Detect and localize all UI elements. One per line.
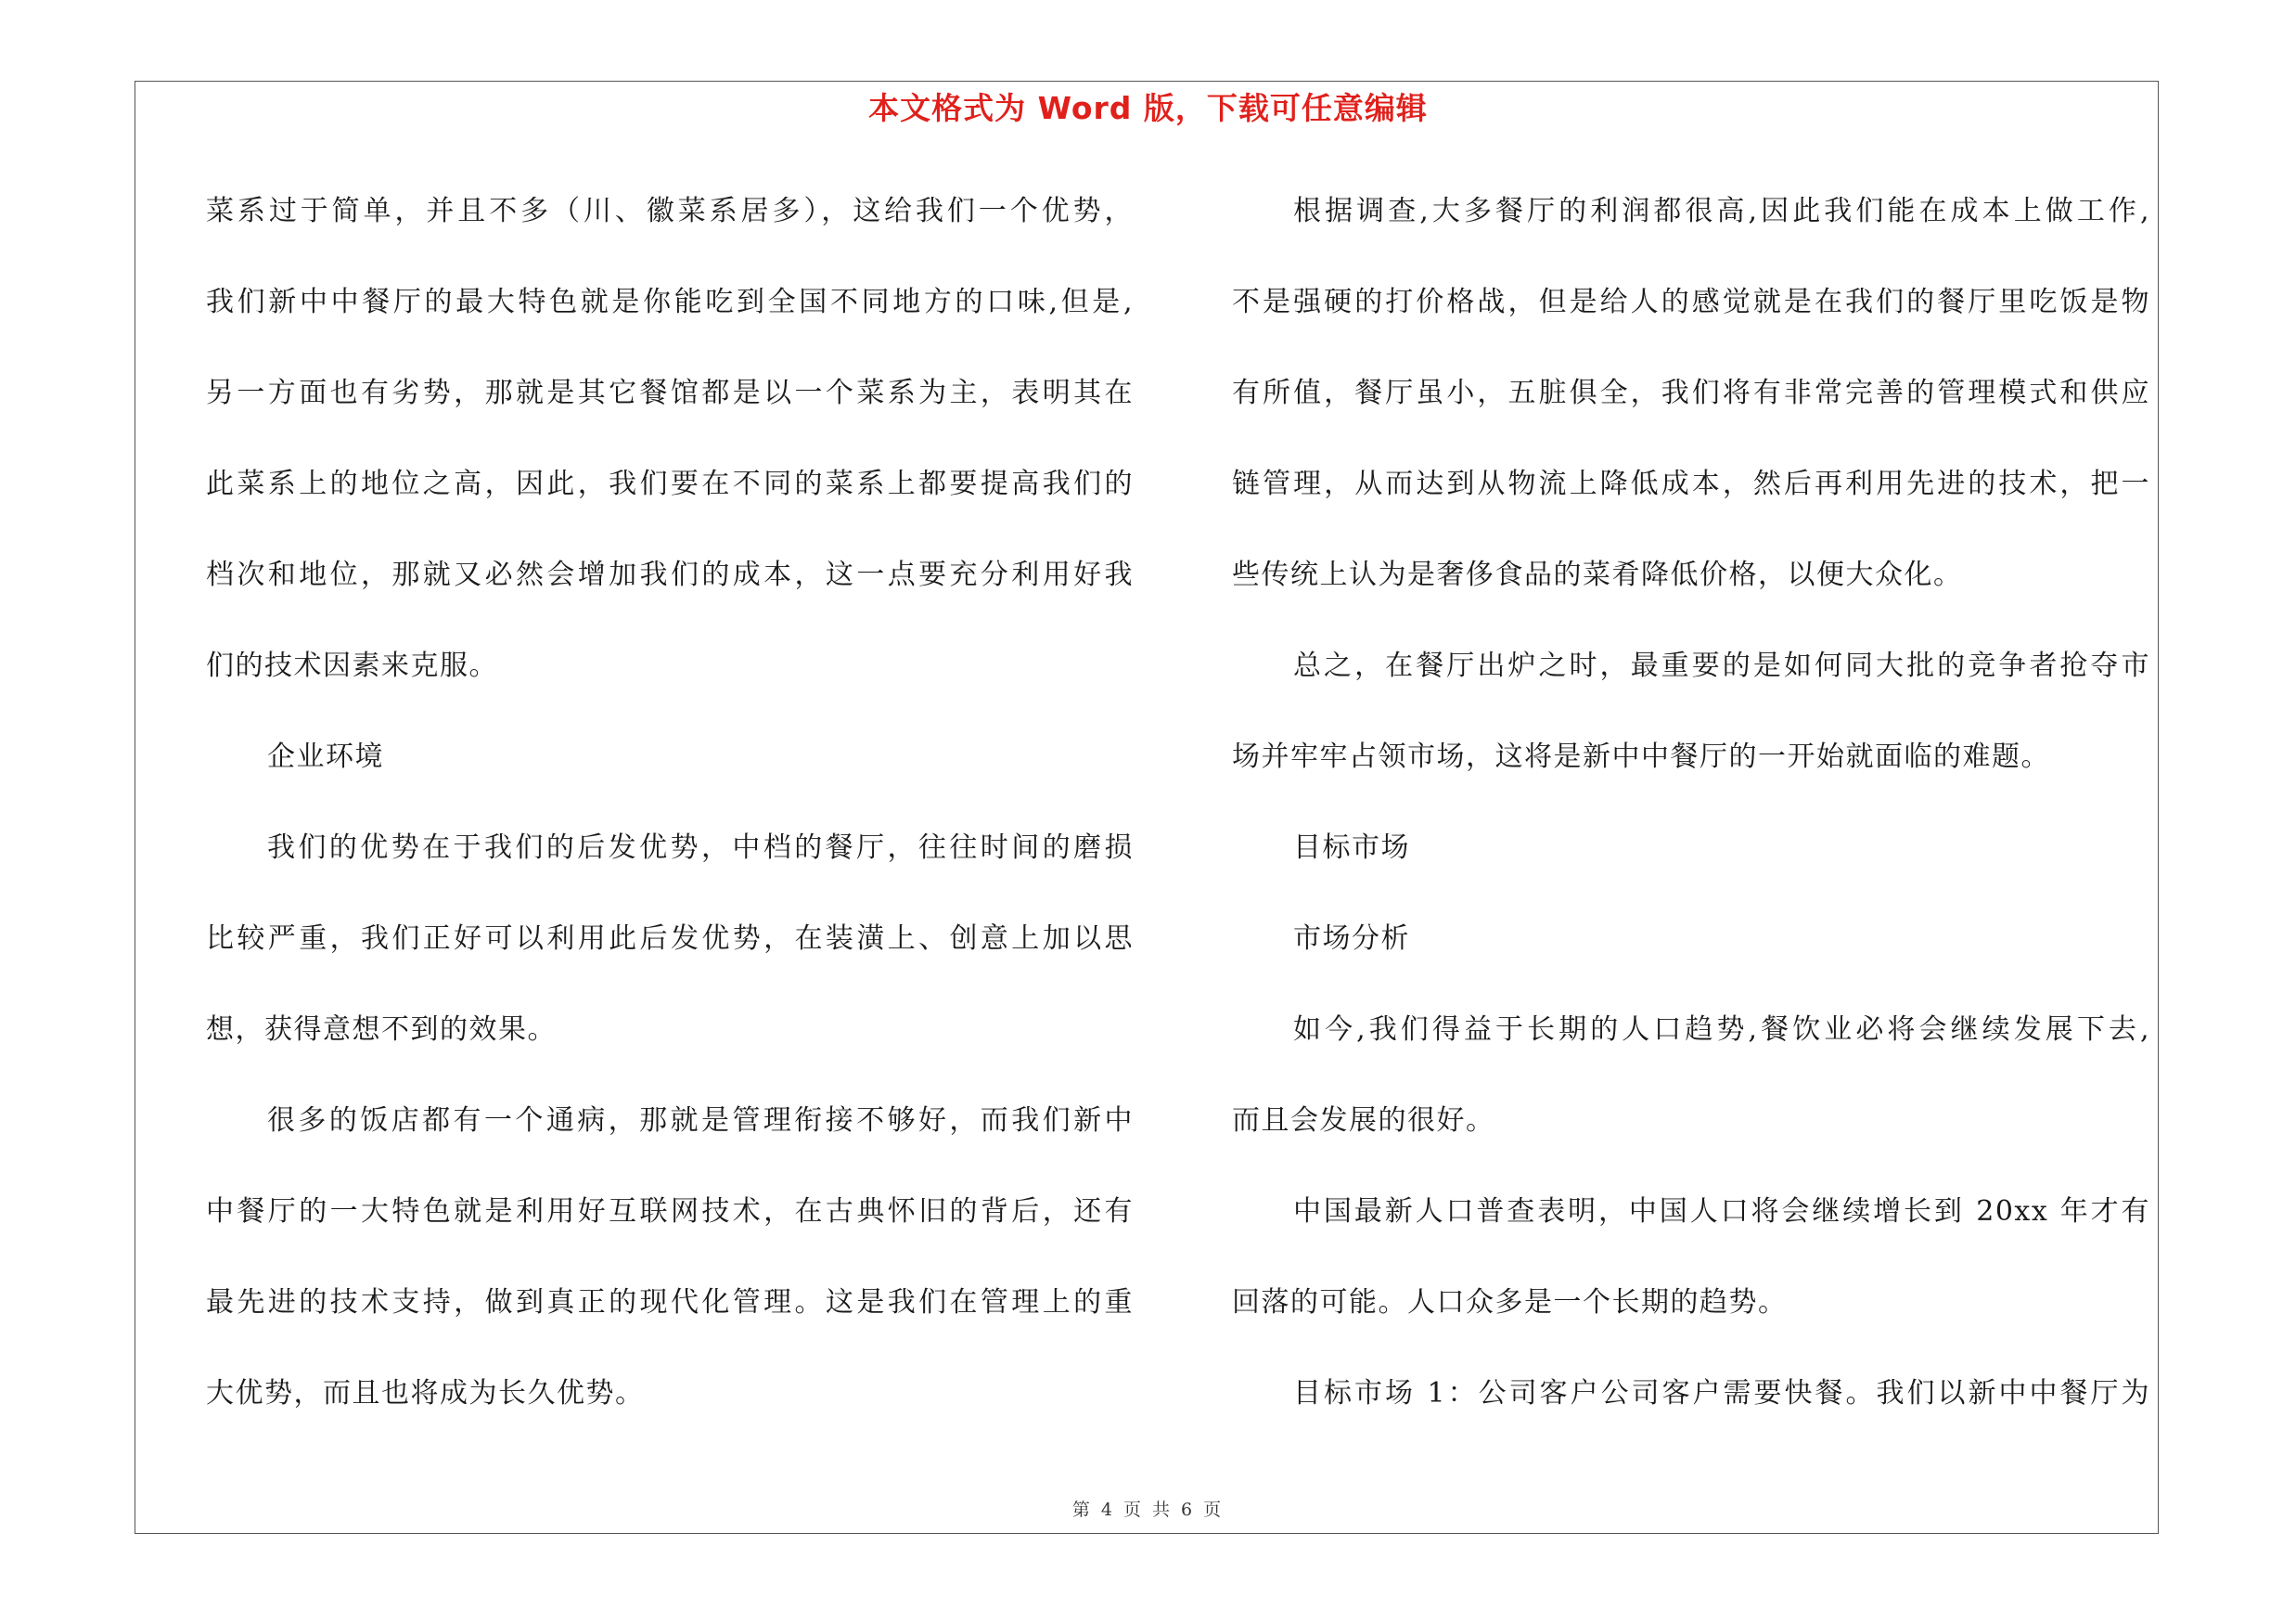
paragraph-line: 此菜系上的地位之高，因此，我们要在不同的菜系上都要提高我们的 [206, 468, 1134, 500]
section-heading: 市场分析 [1293, 922, 1410, 955]
paragraph-line: 有所值，餐厅虽小，五脏俱全，我们将有非常完善的管理模式和供应 [1232, 377, 2150, 409]
paragraph-line: 们的技术因素来克服。 [206, 650, 498, 682]
paragraph-line: 中国最新人口普查表明，中国人口将会继续增长到 20xx 年才有 [1293, 1195, 2150, 1228]
right-text-column [1232, 183, 2150, 1456]
left-text-column [206, 183, 1134, 1456]
paragraph-line: 比较严重，我们正好可以利用此后发优势，在装潢上、创意上加以思 [206, 922, 1134, 955]
paragraph-line: 菜系过于简单，并且不多（川、徽菜系居多），这给我们一个优势， [206, 195, 1134, 227]
format-notice-banner: 本文格式为 Word 版，下载可任意编辑 [868, 90, 1428, 126]
paragraph-line: 目标市场 1：公司客户公司客户需要快餐。我们以新中中餐厅为 [1293, 1377, 2150, 1410]
paragraph-line: 场并牢牢占领市场，这将是新中中餐厅的一开始就面临的难题。 [1232, 741, 2050, 773]
paragraph-line: 想，获得意想不到的效果。 [206, 1013, 557, 1046]
page-number-footer: 第 4 页 共 6 页 [1071, 1500, 1225, 1520]
paragraph-line: 另一方面也有劣势，那就是其它餐馆都是以一个菜系为主，表明其在 [206, 377, 1134, 409]
paragraph-line: 我们的优势在于我们的后发优势，中档的餐厅，往往时间的磨损 [267, 831, 1134, 864]
paragraph-line: 而且会发展的很好。 [1232, 1104, 1495, 1137]
paragraph-line: 不是强硬的打价格战，但是给人的感觉就是在我们的餐厅里吃饭是物 [1232, 286, 2150, 318]
section-heading: 目标市场 [1293, 831, 1410, 864]
paragraph-line: 链管理，从而达到从物流上降低成本，然后再利用先进的技术，把一 [1232, 468, 2150, 500]
paragraph-line: 很多的饭店都有一个通病，那就是管理衔接不够好，而我们新中 [267, 1104, 1134, 1137]
section-heading: 企业环境 [267, 741, 384, 773]
paragraph-line: 根据调查,大多餐厅的利润都很高,因此我们能在成本上做工作, [1293, 195, 2150, 227]
paragraph-line: 大优势，而且也将成为长久优势。 [206, 1377, 645, 1410]
paragraph-line: 回落的可能。人口众多是一个长期的趋势。 [1232, 1286, 1788, 1319]
paragraph-line: 中餐厅的一大特色就是利用好互联网技术，在古典怀旧的背后，还有 [206, 1195, 1134, 1228]
paragraph-line: 如今,我们得益于长期的人口趋势,餐饮业必将会继续发展下去, [1293, 1013, 2150, 1046]
paragraph-line: 档次和地位，那就又必然会增加我们的成本，这一点要充分利用好我 [206, 559, 1134, 591]
paragraph-line: 些传统上认为是奢侈食品的菜肴降低价格，以便大众化。 [1232, 559, 1963, 591]
paragraph-line: 最先进的技术支持，做到真正的现代化管理。这是我们在管理上的重 [206, 1286, 1134, 1319]
paragraph-line: 我们新中中餐厅的最大特色就是你能吃到全国不同地方的口味,但是, [206, 286, 1134, 318]
paragraph-line: 总之，在餐厅出炉之时，最重要的是如何同大批的竞争者抢夺市 [1293, 650, 2150, 682]
